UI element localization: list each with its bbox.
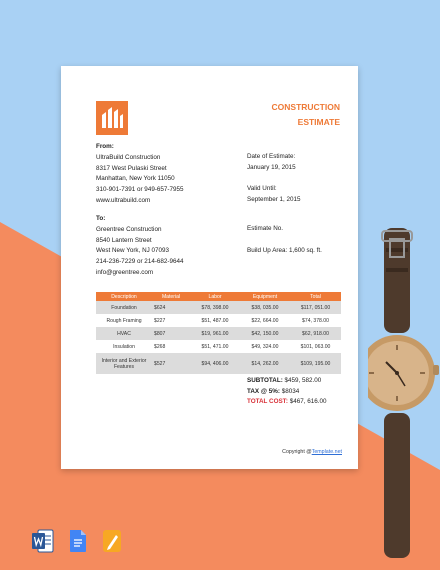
date-of-estimate xyxy=(247,152,296,174)
cell-total: $117, 051.00 xyxy=(290,301,341,314)
from-website: www.ultrabuild.com xyxy=(96,196,151,204)
cell-labor: $78, 398.00 xyxy=(190,301,240,314)
from-address2: Manhattan, New York 11050 xyxy=(96,175,175,183)
header-material: Material xyxy=(152,292,190,301)
estimate-number xyxy=(247,224,283,235)
to-address2: West New York, NJ 07093 xyxy=(96,247,170,255)
cell-total: $62, 918.00 xyxy=(290,327,341,340)
from-phone: 310-901-7391 or 949-657-7955 xyxy=(96,186,184,194)
copyright-text: Copyright @ xyxy=(282,449,312,455)
cell-total: $74, 378.00 xyxy=(290,314,341,327)
date-of-estimate-value: January 19, 2015 xyxy=(247,163,296,171)
cell-material: $624 xyxy=(152,301,190,314)
document-title xyxy=(272,100,340,130)
cell-equipment: $14, 262.00 xyxy=(240,353,290,374)
total-cost-value: $467, 616.00 xyxy=(289,398,327,405)
tax-value: $8034 xyxy=(281,387,300,395)
table-header-row xyxy=(96,292,341,301)
build-area-text: Build Up Area: 1,600 sq. ft. xyxy=(247,247,322,254)
date-of-estimate-label: Date of Estimate: xyxy=(247,153,296,160)
cell-total: $101, 063.00 xyxy=(290,340,341,353)
table-row xyxy=(96,353,341,374)
build-area xyxy=(247,246,322,257)
cell-labor: $51, 471.00 xyxy=(190,340,240,353)
to-section xyxy=(96,214,184,279)
cell-description: HVAC xyxy=(96,327,152,340)
valid-until xyxy=(247,184,301,206)
tax-line xyxy=(247,387,326,398)
copyright-link[interactable]: Template.net xyxy=(311,449,342,455)
cell-description: Interior and Exterior Features xyxy=(96,353,152,374)
table-row xyxy=(96,327,341,340)
estimate-number-label: Estimate No. xyxy=(247,225,284,232)
title-line-2: ESTIMATE xyxy=(297,117,340,127)
from-address1: 8317 West Pulaski Street xyxy=(96,164,167,172)
copyright xyxy=(282,449,342,455)
ms-word-icon[interactable] xyxy=(32,529,54,553)
subtotal-label: SUBTOTAL: xyxy=(247,377,283,384)
cell-description: Insulation xyxy=(96,340,152,353)
cell-material: $227 xyxy=(152,314,190,327)
cell-labor: $19, 961.00 xyxy=(190,327,240,340)
title-line-1: CONSTRUCTION xyxy=(271,102,340,112)
total-cost-label: TOTAL COST: xyxy=(247,398,288,405)
cell-labor: $51, 487.00 xyxy=(190,314,240,327)
header-description: Description xyxy=(96,292,152,301)
app-icons-row xyxy=(32,529,122,553)
estimate-table xyxy=(96,292,341,374)
subtotal-value: $459, 582.00 xyxy=(284,377,322,384)
cell-material: $527 xyxy=(152,353,190,374)
estimate-document xyxy=(61,66,358,469)
from-section xyxy=(96,142,184,207)
cell-equipment: $42, 150.00 xyxy=(240,327,290,340)
valid-until-label: Valid Until: xyxy=(247,185,277,192)
cell-equipment: $49, 324.00 xyxy=(240,340,290,353)
cell-labor: $94, 406.00 xyxy=(190,353,240,374)
cell-equipment: $22, 664.00 xyxy=(240,314,290,327)
google-docs-icon[interactable] xyxy=(68,529,88,553)
wristwatch-icon xyxy=(368,228,440,558)
tax-label: TAX @ 5%: xyxy=(247,387,280,395)
cell-description: Foundation xyxy=(96,301,152,314)
to-company: Greentree Construction xyxy=(96,225,162,233)
totals-section xyxy=(247,376,326,408)
table-row xyxy=(96,314,341,327)
header-equipment: Equipment xyxy=(240,292,290,301)
from-label: From: xyxy=(96,143,114,150)
cell-material: $268 xyxy=(152,340,190,353)
to-label: To: xyxy=(96,215,106,222)
total-cost-line xyxy=(247,397,326,408)
to-address1: 8540 Lantern Street xyxy=(96,236,152,244)
cell-equipment: $38, 035.00 xyxy=(240,301,290,314)
table-row xyxy=(96,301,341,314)
header-total: Total xyxy=(290,292,341,301)
cell-total: $109, 195.00 xyxy=(290,353,341,374)
cell-description: Rough Framing xyxy=(96,314,152,327)
cell-material: $807 xyxy=(152,327,190,340)
header-labor: Labor xyxy=(190,292,240,301)
to-phone: 214-236-7229 or 214-682-9644 xyxy=(96,258,184,266)
from-company: UltraBuild Construction xyxy=(96,153,161,161)
valid-until-value: September 1, 2015 xyxy=(247,195,301,203)
subtotal-line xyxy=(247,376,326,387)
table-row xyxy=(96,340,341,353)
apple-pages-icon[interactable] xyxy=(102,529,122,553)
to-email: info@greentree.com xyxy=(96,268,154,276)
building-logo-icon xyxy=(96,101,128,135)
